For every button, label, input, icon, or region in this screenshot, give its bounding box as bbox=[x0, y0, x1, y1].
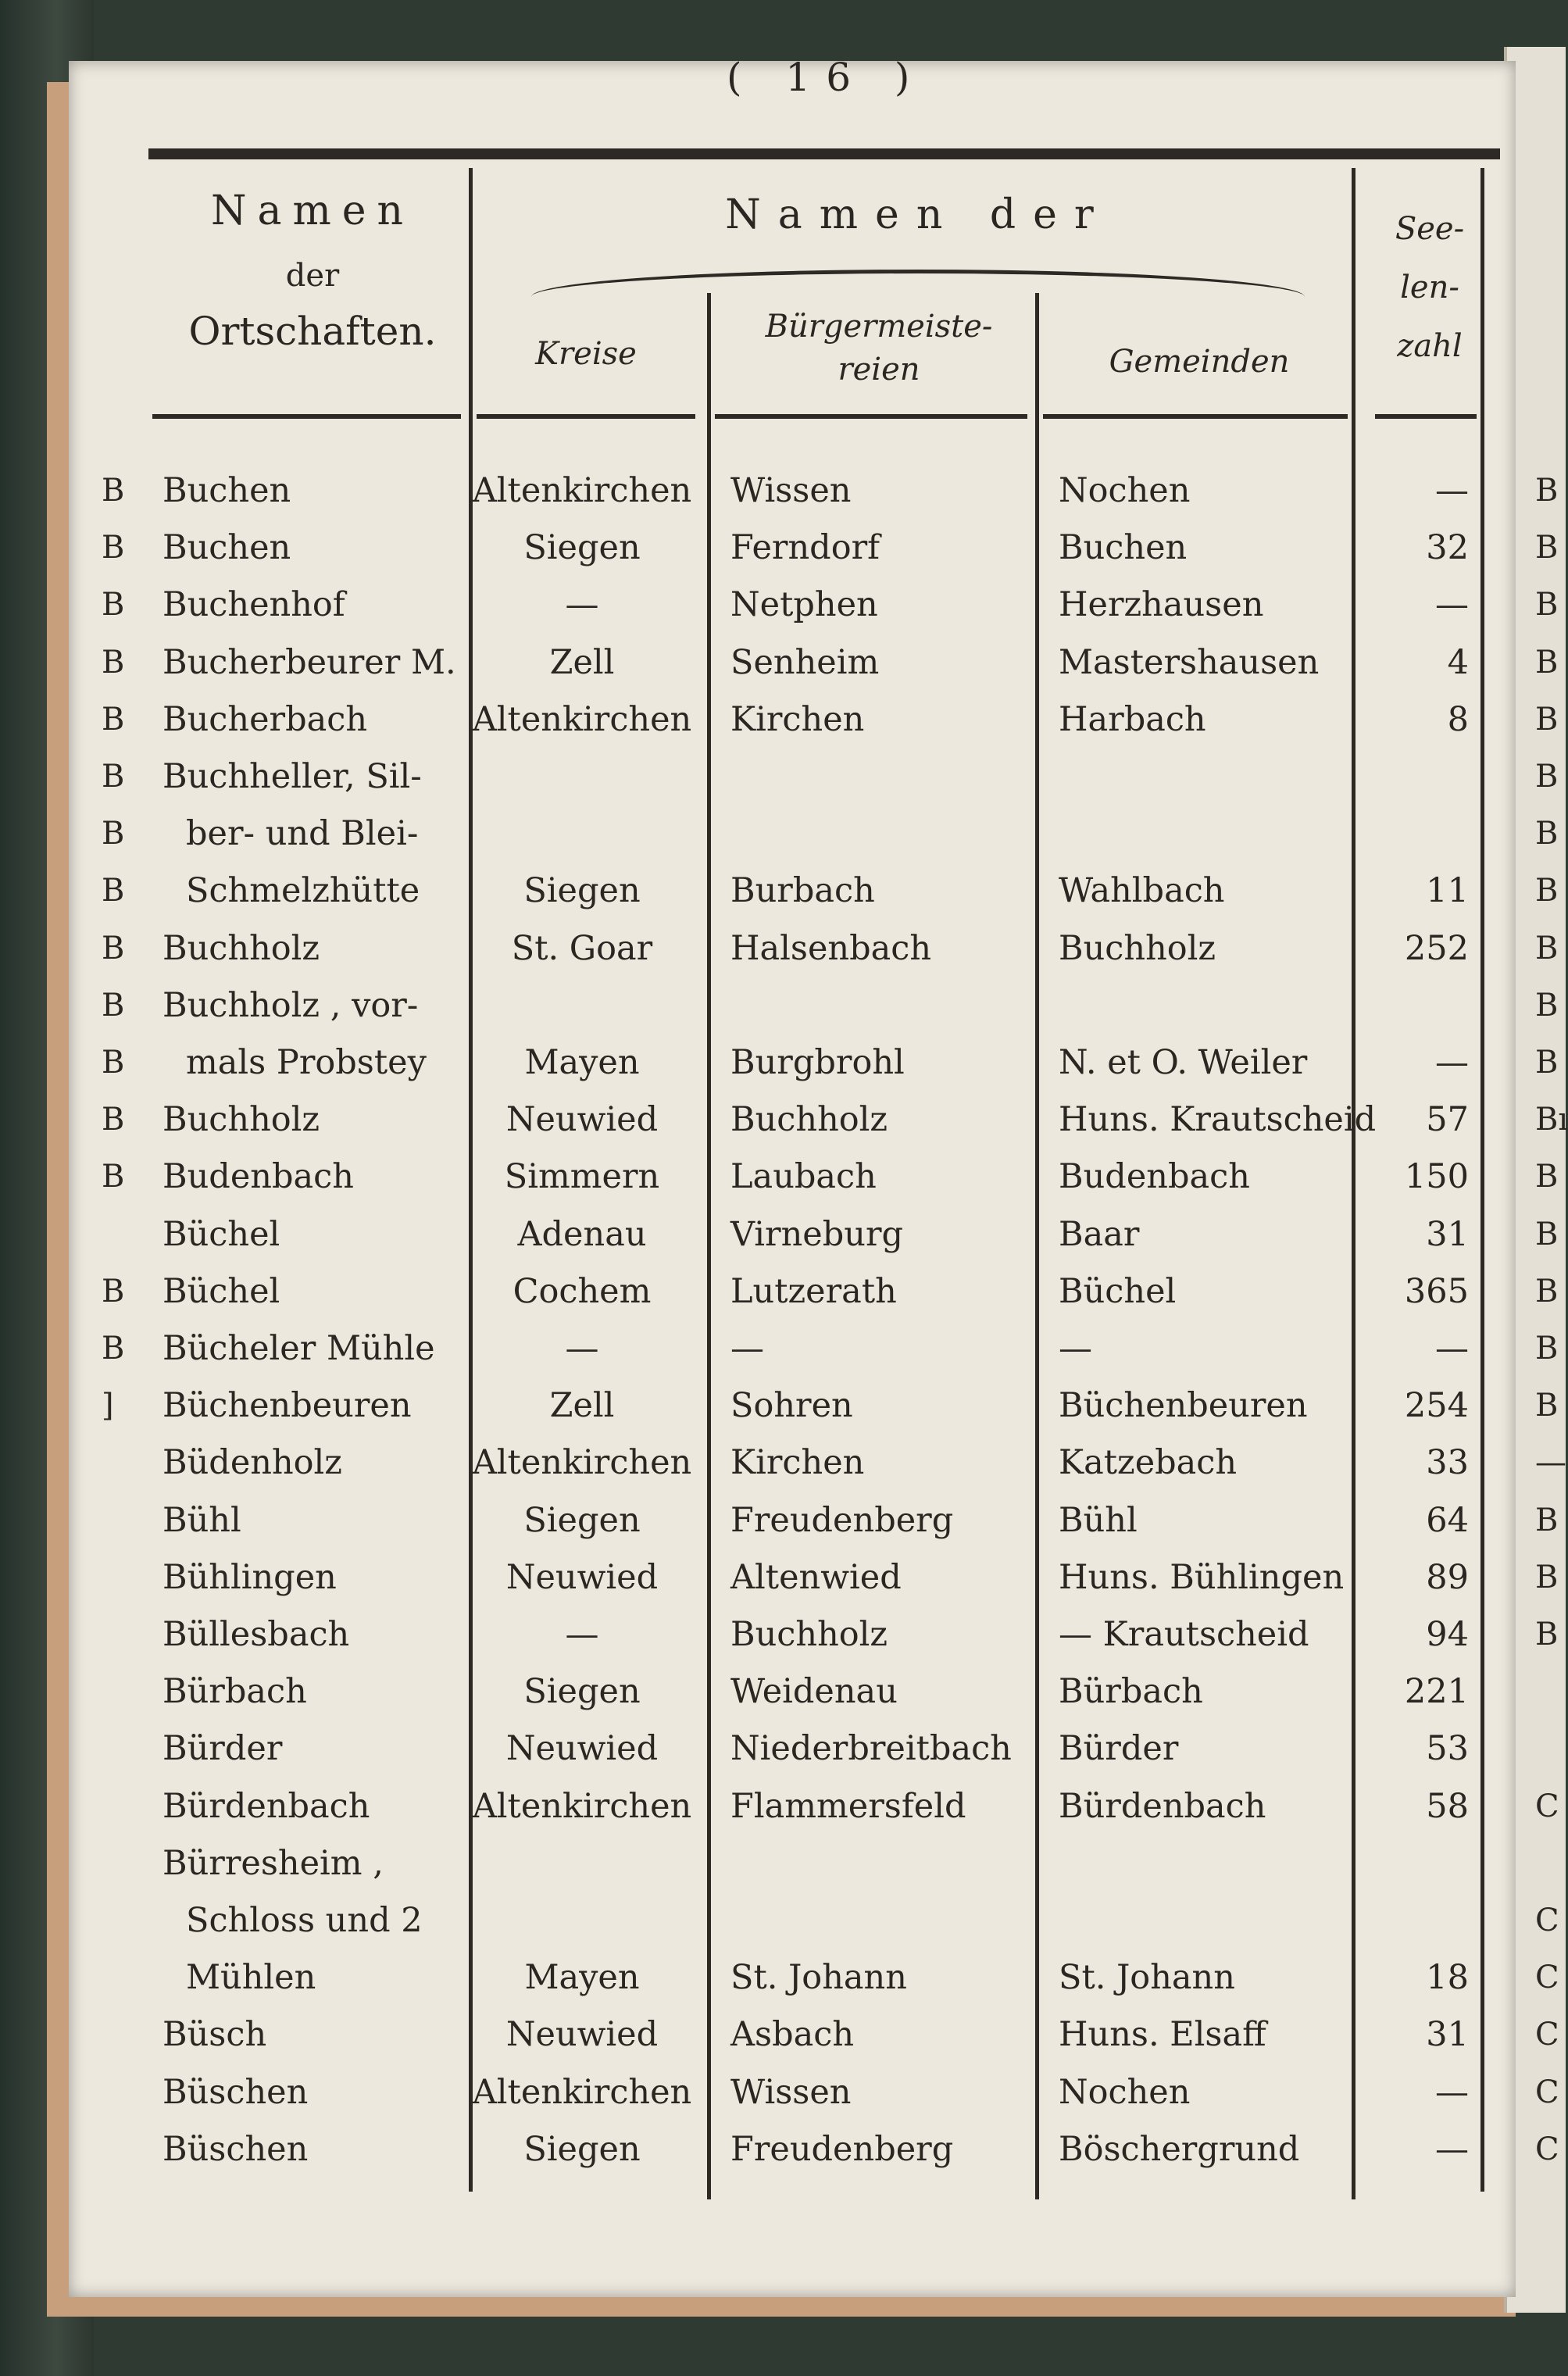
seelenzahl: — bbox=[1435, 2072, 1469, 2112]
gemeinde-name: — bbox=[1059, 1329, 1092, 1368]
ortschaft-name: Büsch bbox=[163, 2015, 267, 2055]
header-rule-2 bbox=[477, 414, 695, 419]
left-margin-letter: B bbox=[102, 1273, 125, 1309]
table-row bbox=[0, 691, 1559, 748]
gemeinde-name: Büchenbeuren bbox=[1059, 1386, 1308, 1426]
table-row bbox=[0, 1720, 1484, 1777]
right-margin-letter: B bbox=[1535, 644, 1559, 681]
header-seelenzahl-3: zahl bbox=[1397, 328, 1463, 364]
ortschaft-name: Büschen bbox=[163, 2072, 309, 2112]
seelenzahl: 64 bbox=[1426, 1500, 1469, 1540]
buergermeisterei-name: Freudenberg bbox=[730, 1500, 954, 1540]
seelenzahl: 53 bbox=[1426, 1729, 1469, 1769]
ortschaft-name: Büchel bbox=[163, 1214, 280, 1254]
kreis-name: Neuwied bbox=[505, 1729, 659, 1769]
gemeinde-name: Mastershausen bbox=[1059, 642, 1320, 682]
right-margin-letter: B bbox=[1535, 1045, 1559, 1081]
page-number: ( 16 ) bbox=[727, 55, 926, 100]
seelenzahl: 31 bbox=[1426, 1214, 1469, 1254]
table-row bbox=[0, 1835, 1484, 1892]
gemeinde-name: Bürbach bbox=[1059, 1672, 1203, 1712]
buergermeisterei-name: Altenwied bbox=[730, 1557, 902, 1597]
left-margin-letter: B bbox=[102, 701, 125, 738]
buergermeisterei-name: Sohren bbox=[730, 1386, 853, 1426]
ortschaft-name: Büdenholz bbox=[163, 1443, 342, 1483]
right-margin-letter: B bbox=[1535, 930, 1559, 966]
right-margin-letter: B bbox=[1535, 1273, 1559, 1309]
buergermeisterei-name: Asbach bbox=[730, 2015, 855, 2055]
seelenzahl: 57 bbox=[1426, 1100, 1469, 1140]
table-row bbox=[0, 863, 1559, 919]
ortschaft-name: Büllesbach bbox=[163, 1615, 350, 1654]
ortschaft-name: Mühlen bbox=[186, 1958, 316, 1998]
left-margin-letter: B bbox=[102, 1045, 125, 1081]
buergermeisterei-name: Burgbrohl bbox=[730, 1043, 905, 1082]
ortschaft-name: Bücheler Mühle bbox=[163, 1329, 435, 1368]
left-margin-letter: B bbox=[102, 530, 125, 566]
kreis-name: Neuwied bbox=[505, 1557, 659, 1597]
header-gemeinden: Gemeinden bbox=[1109, 344, 1290, 380]
table-row bbox=[0, 977, 1559, 1034]
kreis-name: Mayen bbox=[524, 1043, 640, 1082]
right-margin-letter: B bbox=[1535, 1559, 1559, 1595]
seelenzahl: 4 bbox=[1447, 642, 1469, 682]
kreis-name: — bbox=[565, 1615, 599, 1654]
right-margin-letter: B bbox=[1535, 1388, 1559, 1424]
left-margin-letter: B bbox=[102, 1159, 125, 1195]
seelenzahl: 221 bbox=[1404, 1672, 1469, 1712]
kreis-name: Cochem bbox=[513, 1271, 652, 1311]
seelenzahl: 365 bbox=[1404, 1271, 1469, 1311]
header-buergermeistereien-1: Bürgermeiste- bbox=[765, 309, 993, 345]
left-margin-letter: B bbox=[102, 759, 125, 795]
header-namen-der: Namen der bbox=[725, 191, 1111, 238]
gemeinde-name: Harbach bbox=[1059, 699, 1206, 739]
kreis-name: — bbox=[565, 585, 599, 625]
table-row bbox=[0, 1606, 1559, 1663]
kreis-name: Zell bbox=[549, 642, 615, 682]
kreis-name: — bbox=[565, 1329, 599, 1368]
table-row bbox=[0, 2006, 1559, 2063]
seelenzahl: 33 bbox=[1426, 1443, 1469, 1483]
table-row bbox=[0, 520, 1559, 576]
ortschaft-name: mals Probstey bbox=[186, 1043, 427, 1082]
right-margin-letter: C bbox=[1535, 1960, 1559, 1996]
buergermeisterei-name: Senheim bbox=[730, 642, 880, 682]
kreis-name: Siegen bbox=[523, 871, 641, 911]
kreis-name: Altenkirchen bbox=[472, 1443, 692, 1483]
gemeinde-name: — Krautscheid bbox=[1059, 1615, 1309, 1654]
seelenzahl: — bbox=[1435, 1043, 1469, 1082]
table-row bbox=[0, 1377, 1559, 1434]
table-row bbox=[0, 1492, 1559, 1549]
table-row bbox=[0, 1320, 1559, 1377]
header-rule-3 bbox=[715, 414, 1027, 419]
right-margin-letter: B bbox=[1535, 816, 1559, 852]
ortschaft-name: Bürbach bbox=[163, 1672, 307, 1712]
gemeinde-name: Baar bbox=[1059, 1214, 1140, 1254]
ortschaft-name: Buchholz , vor- bbox=[163, 985, 419, 1025]
table-row bbox=[0, 749, 1559, 805]
left-margin-letter: B bbox=[102, 930, 125, 966]
right-margin-letter: C bbox=[1535, 2074, 1559, 2110]
gemeinde-name: Bühl bbox=[1059, 1500, 1138, 1540]
ortschaft-name: Bürder bbox=[163, 1729, 283, 1769]
right-margin-letter: B bbox=[1535, 1159, 1559, 1195]
gemeinde-name: Buchholz bbox=[1059, 928, 1216, 968]
header-seelenzahl-2: len- bbox=[1400, 270, 1459, 305]
table-row bbox=[0, 1092, 1568, 1148]
header-kreise: Kreise bbox=[535, 336, 637, 372]
gemeinde-name: Buchen bbox=[1059, 528, 1188, 568]
buergermeisterei-name: St. Johann bbox=[730, 1958, 907, 1998]
ortschaft-name: ber- und Blei- bbox=[186, 814, 419, 854]
buergermeisterei-name: Buchholz bbox=[730, 1615, 888, 1654]
ortschaft-name: Buchheller, Sil- bbox=[163, 757, 422, 796]
ortschaft-name: Bühl bbox=[163, 1500, 241, 1540]
seelenzahl: 150 bbox=[1404, 1157, 1469, 1197]
kreis-name: Siegen bbox=[523, 2129, 641, 2169]
ortschaft-name: Schloss und 2 bbox=[186, 1901, 423, 1940]
seelenzahl: — bbox=[1435, 585, 1469, 625]
buergermeisterei-name: Freudenberg bbox=[730, 2129, 954, 2169]
buergermeisterei-name: Wissen bbox=[730, 2072, 852, 2112]
right-margin-letter: B bbox=[1535, 530, 1559, 566]
seelenzahl: 18 bbox=[1426, 1958, 1469, 1998]
gemeinde-name: St. Johann bbox=[1059, 1958, 1235, 1998]
buergermeisterei-name: Kirchen bbox=[730, 1443, 865, 1483]
gemeinde-name: Herzhausen bbox=[1059, 585, 1264, 625]
seelenzahl: 252 bbox=[1404, 928, 1469, 968]
right-margin-letter: B bbox=[1535, 587, 1559, 623]
kreis-name: Siegen bbox=[523, 1672, 641, 1712]
right-margin-letter: C bbox=[1535, 1903, 1559, 1938]
right-margin-letter: C bbox=[1535, 1788, 1559, 1824]
kreis-name: Neuwied bbox=[505, 1100, 659, 1140]
table-row bbox=[0, 1263, 1559, 1320]
kreis-name: Mayen bbox=[524, 1958, 640, 1998]
right-margin-letter: B bbox=[1535, 473, 1559, 509]
right-margin-letter: B bbox=[1535, 1216, 1559, 1252]
table-row bbox=[0, 1149, 1559, 1205]
seelenzahl: — bbox=[1435, 471, 1469, 510]
top-rule bbox=[148, 148, 1500, 159]
seelenzahl: 32 bbox=[1426, 528, 1469, 568]
gemeinde-name: Huns. Bühlingen bbox=[1059, 1557, 1345, 1597]
ortschaft-name: Schmelzhütte bbox=[186, 871, 420, 911]
header-rule-5 bbox=[1375, 414, 1477, 419]
ortschaft-name: Buchholz bbox=[163, 928, 320, 968]
right-margin-letter: — bbox=[1535, 1445, 1566, 1481]
header-der: der bbox=[285, 258, 340, 294]
ortschaft-name: Büschen bbox=[163, 2129, 309, 2169]
ortschaft-name: Budenbach bbox=[163, 1157, 354, 1197]
kreis-name: Neuwied bbox=[505, 2015, 659, 2055]
ortschaft-name: Büchel bbox=[163, 1271, 280, 1311]
right-margin-letter: C bbox=[1535, 2131, 1559, 2167]
seelenzahl: — bbox=[1435, 1329, 1469, 1368]
right-margin-letter: B bbox=[1535, 987, 1559, 1024]
buergermeisterei-name: Ferndorf bbox=[730, 528, 880, 568]
table-row bbox=[0, 1778, 1559, 1835]
table-row bbox=[0, 1034, 1559, 1091]
ortschaft-name: Bürdenbach bbox=[163, 1786, 370, 1826]
ortschaft-name: Buchholz bbox=[163, 1100, 320, 1140]
table-row bbox=[0, 2064, 1559, 2121]
table-row bbox=[0, 1892, 1559, 1949]
seelenzahl: — bbox=[1435, 2129, 1469, 2169]
ortschaft-name: Bucherbeurer M. bbox=[163, 642, 456, 682]
table-row bbox=[0, 806, 1559, 862]
gemeinde-name: N. et O. Weiler bbox=[1059, 1043, 1308, 1082]
buergermeisterei-name: Burbach bbox=[730, 871, 875, 911]
gemeinde-name: Büchel bbox=[1059, 1271, 1177, 1311]
right-margin-letter: B bbox=[1535, 1331, 1559, 1367]
kreis-name: Altenkirchen bbox=[472, 699, 692, 739]
table-row bbox=[0, 577, 1559, 633]
ortschaft-name: Bürresheim , bbox=[163, 1843, 384, 1883]
buergermeisterei-name: Lutzerath bbox=[730, 1271, 897, 1311]
left-margin-letter: B bbox=[102, 644, 125, 681]
seelenzahl: 58 bbox=[1426, 1786, 1469, 1826]
kreis-name: Altenkirchen bbox=[472, 471, 692, 510]
kreis-name: Altenkirchen bbox=[472, 1786, 692, 1826]
kreis-name: Siegen bbox=[523, 528, 641, 568]
kreis-name: Siegen bbox=[523, 1500, 641, 1540]
header-ortschaften: Ortschaften. bbox=[188, 309, 437, 354]
left-margin-letter: B bbox=[102, 1102, 125, 1138]
header-namen: Namen bbox=[210, 188, 415, 234]
header-seelenzahl-1: See- bbox=[1395, 211, 1465, 247]
ortschaft-name: Buchen bbox=[163, 471, 291, 510]
gemeinde-name: Wahlbach bbox=[1059, 871, 1225, 911]
ortschaft-name: Büchenbeuren bbox=[163, 1386, 412, 1426]
kreis-name: Zell bbox=[549, 1386, 615, 1426]
left-margin-letter: B bbox=[102, 987, 125, 1024]
buergermeisterei-name: — bbox=[730, 1329, 764, 1368]
right-margin-letter: Bı bbox=[1535, 1102, 1568, 1138]
gemeinde-name: Bürdenbach bbox=[1059, 1786, 1266, 1826]
buergermeisterei-name: Buchholz bbox=[730, 1100, 888, 1140]
buergermeisterei-name: Halsenbach bbox=[730, 928, 932, 968]
table-row bbox=[0, 2121, 1559, 2178]
seelenzahl: 89 bbox=[1426, 1557, 1469, 1597]
right-margin-letter: B bbox=[1535, 701, 1559, 738]
seelenzahl: 31 bbox=[1426, 2015, 1469, 2055]
gemeinde-name: Huns. Elsaff bbox=[1059, 2015, 1266, 2055]
header-buergermeistereien-2: reien bbox=[838, 352, 920, 388]
seelenzahl: 11 bbox=[1426, 871, 1469, 911]
buergermeisterei-name: Netphen bbox=[730, 585, 878, 625]
gemeinde-name: Huns. Krautscheid bbox=[1059, 1100, 1377, 1140]
header-rule-4 bbox=[1043, 414, 1348, 419]
buergermeisterei-name: Flammersfeld bbox=[730, 1786, 966, 1826]
seelenzahl: 94 bbox=[1426, 1615, 1469, 1654]
table-row bbox=[0, 1435, 1566, 1491]
buergermeisterei-name: Laubach bbox=[730, 1157, 877, 1197]
buergermeisterei-name: Wissen bbox=[730, 471, 852, 510]
gemeinde-name: Böschergrund bbox=[1059, 2129, 1300, 2169]
left-margin-letter: B bbox=[102, 587, 125, 623]
gemeinde-name: Nochen bbox=[1059, 471, 1191, 510]
table-row bbox=[0, 634, 1559, 691]
kreis-name: Simmern bbox=[504, 1157, 660, 1197]
ortschaft-name: Bucherbach bbox=[163, 699, 368, 739]
ortschaft-name: Buchen bbox=[163, 528, 291, 568]
left-margin-letter: B bbox=[102, 1331, 125, 1367]
table-row bbox=[0, 1663, 1484, 1720]
table-row bbox=[0, 920, 1559, 977]
left-margin-letter: B bbox=[102, 873, 125, 909]
left-margin-letter: B bbox=[102, 473, 125, 509]
buergermeisterei-name: Kirchen bbox=[730, 699, 865, 739]
right-margin-letter: B bbox=[1535, 1502, 1559, 1538]
ortschaft-name: Bühlingen bbox=[163, 1557, 337, 1597]
gemeinde-name: Katzebach bbox=[1059, 1443, 1238, 1483]
table-row bbox=[0, 1949, 1559, 2006]
buergermeisterei-name: Virneburg bbox=[730, 1214, 904, 1254]
kreis-name: Altenkirchen bbox=[472, 2072, 692, 2112]
header-rule-1 bbox=[152, 414, 461, 419]
left-margin-letter: ] bbox=[102, 1388, 114, 1424]
seelenzahl: 254 bbox=[1404, 1386, 1469, 1426]
left-margin-letter: B bbox=[102, 816, 125, 852]
kreis-name: St. Goar bbox=[511, 928, 653, 968]
right-margin-letter: B bbox=[1535, 873, 1559, 909]
right-margin-letter: B bbox=[1535, 1617, 1559, 1652]
seelenzahl: 8 bbox=[1447, 699, 1469, 739]
gemeinde-name: Bürder bbox=[1059, 1729, 1179, 1769]
ortschaft-name: Buchenhof bbox=[163, 585, 345, 625]
table-row bbox=[0, 1549, 1559, 1606]
gemeinde-name: Budenbach bbox=[1059, 1157, 1250, 1197]
table-row bbox=[0, 1206, 1559, 1263]
gemeinde-name: Nochen bbox=[1059, 2072, 1191, 2112]
buergermeisterei-name: Weidenau bbox=[730, 1672, 898, 1712]
right-margin-letter: C bbox=[1535, 2017, 1559, 2053]
buergermeisterei-name: Niederbreitbach bbox=[730, 1729, 1012, 1769]
right-margin-letter: B bbox=[1535, 759, 1559, 795]
table-row bbox=[0, 463, 1559, 519]
kreis-name: Adenau bbox=[517, 1214, 647, 1254]
